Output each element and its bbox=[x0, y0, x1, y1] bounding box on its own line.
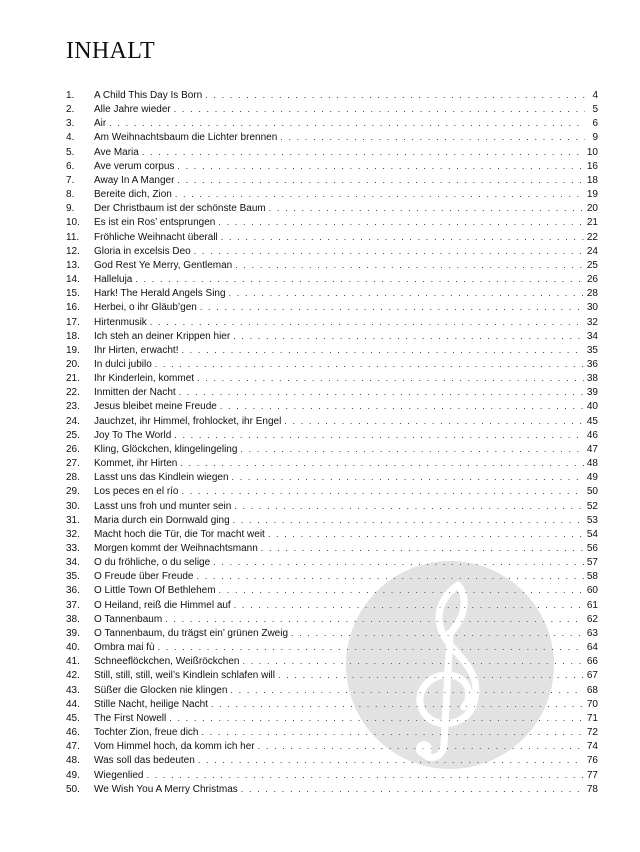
toc-entry-number: 17. bbox=[66, 316, 80, 328]
toc-entry bbox=[66, 399, 598, 413]
toc-entry-title: Es ist ein Ros’ entsprungen bbox=[94, 217, 216, 229]
toc-entry bbox=[66, 541, 598, 555]
toc-entry-page: 77 bbox=[586, 769, 598, 781]
toc-entry bbox=[66, 130, 598, 144]
toc-entry bbox=[66, 329, 598, 343]
toc-entry-title: Ich steh an deiner Krippen hier bbox=[94, 330, 231, 342]
toc-entry-number: 20. bbox=[66, 358, 80, 370]
toc-entry-number: 10. bbox=[66, 217, 80, 229]
toc-entry-page: 10 bbox=[586, 146, 598, 158]
toc-entry-page: 4 bbox=[592, 90, 598, 101]
toc-entry-title: Am Weihnachtsbaum die Lichter brennen bbox=[94, 132, 278, 144]
toc-entry-title: Kommet, ihr Hirten bbox=[94, 458, 178, 470]
dot-leader bbox=[258, 739, 584, 753]
toc-entry bbox=[66, 145, 598, 159]
toc-entry-title: The First Nowell bbox=[94, 712, 167, 724]
dot-leader bbox=[220, 399, 584, 413]
toc-entry-title: Ave Maria bbox=[94, 146, 139, 158]
toc-entry bbox=[66, 385, 598, 399]
toc-entry bbox=[66, 470, 598, 484]
toc-entry-title: Süßer die Glocken nie klingen bbox=[94, 684, 228, 696]
toc-entry-page: 45 bbox=[586, 415, 598, 427]
toc-entry-number: 41. bbox=[66, 656, 80, 668]
toc-entry bbox=[66, 626, 598, 640]
toc-entry bbox=[66, 782, 598, 796]
toc-entry bbox=[66, 244, 598, 258]
dot-leader bbox=[155, 357, 584, 371]
table-of-contents bbox=[66, 88, 598, 796]
toc-entry-title: Jauchzet, ihr Himmel, frohlocket, ihr Engel bbox=[94, 415, 282, 427]
toc-entry-number: 18. bbox=[66, 330, 80, 342]
dot-leader bbox=[165, 612, 584, 626]
toc-entry-page: 58 bbox=[586, 571, 598, 583]
toc-entry-page: 22 bbox=[586, 231, 598, 243]
dot-leader bbox=[197, 569, 584, 583]
toc-entry-page: 26 bbox=[586, 274, 598, 286]
toc-entry-number: 4. bbox=[66, 132, 75, 144]
toc-entry-title: Hark! The Herald Angels Sing bbox=[94, 288, 226, 300]
toc-entry-number: 1. bbox=[66, 90, 75, 101]
toc-entry-page: 38 bbox=[586, 373, 598, 385]
dot-leader bbox=[202, 725, 584, 739]
page-title: INHALT bbox=[66, 38, 155, 64]
toc-entry bbox=[66, 300, 598, 314]
dot-leader bbox=[174, 428, 584, 442]
toc-entry-number: 38. bbox=[66, 613, 80, 625]
toc-entry-page: 18 bbox=[586, 174, 598, 186]
toc-entry-title: Fröhliche Weihnacht überall bbox=[94, 231, 218, 243]
toc-entry bbox=[66, 414, 598, 428]
toc-entry-number: 33. bbox=[66, 543, 80, 554]
toc-entry bbox=[66, 499, 598, 513]
toc-entry-title: Morgen kommt der Weihnachtsmann bbox=[94, 543, 258, 554]
toc-entry-page: 66 bbox=[586, 656, 598, 668]
toc-entry-number: 40. bbox=[66, 642, 80, 654]
toc-entry-page: 21 bbox=[586, 217, 598, 229]
toc-entry-number: 47. bbox=[66, 741, 80, 753]
toc-entry-title: Los peces en el río bbox=[94, 486, 179, 498]
toc-entry-page: 68 bbox=[586, 684, 598, 696]
toc-entry-title: O Tannenbaum, du trägst ein’ grünen Zweig bbox=[94, 627, 289, 639]
toc-entry-number: 5. bbox=[66, 146, 75, 158]
dot-leader bbox=[278, 668, 584, 682]
toc-entry-page: 20 bbox=[586, 203, 598, 215]
toc-entry-number: 16. bbox=[66, 302, 80, 314]
toc-entry-number: 28. bbox=[66, 472, 80, 484]
toc-entry-title: Ihr Kinderlein, kommet bbox=[94, 373, 195, 385]
toc-entry-page: 60 bbox=[586, 585, 598, 597]
dot-leader bbox=[200, 300, 584, 314]
dot-leader bbox=[268, 527, 584, 541]
toc-entry-title: Inmitten der Nacht bbox=[94, 387, 176, 399]
toc-entry-title: Macht hoch die Tür, die Tor macht weit bbox=[94, 528, 265, 540]
toc-entry-title: Gloria in excelsis Deo bbox=[94, 245, 191, 257]
dot-leader bbox=[150, 315, 584, 329]
toc-entry bbox=[66, 371, 598, 385]
toc-entry-page: 57 bbox=[586, 557, 598, 569]
dot-leader bbox=[180, 456, 584, 470]
dot-leader bbox=[181, 343, 583, 357]
toc-entry bbox=[66, 697, 598, 711]
dot-leader bbox=[230, 683, 583, 697]
dot-leader bbox=[261, 541, 584, 555]
toc-entry-page: 64 bbox=[586, 642, 598, 654]
toc-entry-page: 48 bbox=[586, 458, 598, 470]
dot-leader bbox=[182, 484, 584, 498]
dot-leader bbox=[197, 371, 584, 385]
toc-entry bbox=[66, 286, 598, 300]
toc-entry-title: Lasst uns das Kindlein wiegen bbox=[94, 472, 229, 484]
toc-entry bbox=[66, 442, 598, 456]
toc-entry bbox=[66, 428, 598, 442]
toc-entry-page: 19 bbox=[586, 189, 598, 201]
toc-entry-page: 28 bbox=[586, 288, 598, 300]
toc-entry-number: 39. bbox=[66, 627, 80, 639]
toc-entry-title: Lasst uns froh und munter sein bbox=[94, 500, 232, 512]
toc-entry bbox=[66, 583, 598, 597]
toc-entry-number: 27. bbox=[66, 458, 80, 470]
toc-entry bbox=[66, 102, 598, 116]
toc-entry-page: 6 bbox=[592, 118, 598, 130]
toc-entry bbox=[66, 612, 598, 626]
toc-entry-page: 52 bbox=[586, 500, 598, 512]
toc-entry bbox=[66, 484, 598, 498]
toc-entry bbox=[66, 598, 598, 612]
toc-entry-page: 50 bbox=[586, 486, 598, 498]
toc-entry-title: Wiegenlied bbox=[94, 769, 144, 781]
toc-entry-page: 54 bbox=[586, 528, 598, 540]
toc-entry-title: Still, still, still, weil’s Kindlein schlafen will bbox=[94, 670, 275, 682]
toc-entry-number: 31. bbox=[66, 514, 80, 526]
toc-entry-number: 19. bbox=[66, 344, 80, 356]
toc-entry-number: 32. bbox=[66, 528, 80, 540]
toc-entry bbox=[66, 654, 598, 668]
toc-entry-title: Stille Nacht, heilige Nacht bbox=[94, 698, 208, 710]
dot-leader bbox=[218, 215, 584, 229]
toc-entry-number: 43. bbox=[66, 684, 80, 696]
dot-leader bbox=[135, 272, 584, 286]
dot-leader bbox=[232, 470, 584, 484]
toc-entry-number: 35. bbox=[66, 571, 80, 583]
toc-entry-number: 34. bbox=[66, 557, 80, 569]
toc-entry bbox=[66, 711, 598, 725]
toc-entry-page: 39 bbox=[586, 387, 598, 399]
dot-leader bbox=[198, 753, 584, 767]
toc-entry-title: O du fröhliche, o du selige bbox=[94, 557, 211, 569]
toc-entry-number: 2. bbox=[66, 104, 75, 116]
toc-entry bbox=[66, 173, 598, 187]
dot-leader bbox=[109, 116, 585, 130]
toc-entry-page: 53 bbox=[586, 514, 598, 526]
toc-entry bbox=[66, 753, 598, 767]
toc-entry-number: 48. bbox=[66, 755, 80, 767]
toc-entry-number: 14. bbox=[66, 274, 80, 286]
toc-entry bbox=[66, 258, 598, 272]
toc-entry-number: 42. bbox=[66, 670, 80, 682]
toc-entry-title: Was soll das bedeuten bbox=[94, 755, 195, 767]
toc-entry-number: 26. bbox=[66, 443, 80, 455]
toc-entry-title: Kling, Glöckchen, klingelingeling bbox=[94, 443, 238, 455]
toc-entry-page: 30 bbox=[586, 302, 598, 314]
toc-entry bbox=[66, 683, 598, 697]
dot-leader bbox=[242, 654, 583, 668]
dot-leader bbox=[233, 329, 584, 343]
toc-entry-title: A Child This Day Is Born bbox=[94, 90, 203, 101]
toc-entry-page: 46 bbox=[586, 429, 598, 441]
toc-entry-page: 56 bbox=[586, 543, 598, 554]
toc-entry bbox=[66, 569, 598, 583]
dot-leader bbox=[174, 102, 585, 116]
toc-entry-page: 40 bbox=[586, 401, 598, 413]
toc-entry-page: 67 bbox=[586, 670, 598, 682]
toc-entry-title: Schneeflöckchen, Weißröckchen bbox=[94, 656, 240, 668]
dot-leader bbox=[175, 187, 584, 201]
toc-entry-page: 74 bbox=[586, 741, 598, 753]
toc-entry-number: 46. bbox=[66, 727, 80, 739]
toc-entry-title: O Freude über Freude bbox=[94, 571, 194, 583]
dot-leader bbox=[169, 711, 584, 725]
dot-leader bbox=[221, 230, 584, 244]
toc-entry-title: Ihr Hirten, erwacht! bbox=[94, 344, 179, 356]
toc-entry-title: Ave verum corpus bbox=[94, 160, 175, 172]
toc-entry bbox=[66, 527, 598, 541]
toc-entry bbox=[66, 159, 598, 173]
toc-entry bbox=[66, 739, 598, 753]
toc-entry-page: 47 bbox=[586, 443, 598, 455]
toc-entry-number: 36. bbox=[66, 585, 80, 597]
toc-entry-title: Joy To The World bbox=[94, 429, 172, 441]
toc-entry-page: 70 bbox=[586, 698, 598, 710]
toc-entry-number: 11. bbox=[66, 231, 80, 243]
dot-leader bbox=[240, 442, 583, 456]
dot-leader bbox=[284, 414, 584, 428]
toc-entry bbox=[66, 513, 598, 527]
toc-entry-number: 3. bbox=[66, 118, 75, 130]
toc-entry-number: 25. bbox=[66, 429, 80, 441]
toc-entry-title: Herbei, o ihr Gläub’gen bbox=[94, 302, 197, 314]
dot-leader bbox=[229, 286, 584, 300]
toc-entry-title: Hirtenmusik bbox=[94, 316, 147, 328]
dot-leader bbox=[234, 598, 584, 612]
toc-entry-number: 37. bbox=[66, 599, 80, 611]
toc-entry-title: Der Christbaum ist der schönste Baum bbox=[94, 203, 266, 215]
toc-entry-number: 9. bbox=[66, 203, 75, 215]
toc-entry-page: 76 bbox=[586, 755, 598, 767]
dot-leader bbox=[211, 697, 584, 711]
toc-entry-title: Bereite dich, Zion bbox=[94, 189, 172, 201]
toc-entry-title: In dulci jubilo bbox=[94, 358, 152, 370]
toc-entry-title: O Heiland, reiß die Himmel auf bbox=[94, 599, 231, 611]
dot-leader bbox=[233, 513, 584, 527]
toc-entry-number: 50. bbox=[66, 783, 80, 795]
toc-entry bbox=[66, 668, 598, 682]
dot-leader bbox=[146, 768, 583, 782]
toc-entry bbox=[66, 640, 598, 654]
toc-entry bbox=[66, 343, 598, 357]
toc-entry-title: We Wish You A Merry Christmas bbox=[94, 783, 238, 795]
toc-entry-title: Maria durch ein Dornwald ging bbox=[94, 514, 230, 526]
dot-leader bbox=[213, 555, 584, 569]
toc-entry-page: 34 bbox=[586, 330, 598, 342]
toc-entry bbox=[66, 272, 598, 286]
toc-entry bbox=[66, 116, 598, 130]
toc-entry-number: 22. bbox=[66, 387, 80, 399]
toc-entry-page: 36 bbox=[586, 358, 598, 370]
dot-leader bbox=[177, 159, 583, 173]
toc-entry-number: 21. bbox=[66, 373, 80, 385]
dot-leader bbox=[177, 173, 583, 187]
toc-entry-page: 49 bbox=[586, 472, 598, 484]
toc-entry-page: 63 bbox=[586, 627, 598, 639]
toc-entry-page: 62 bbox=[586, 613, 598, 625]
toc-entry-title: O Tannenbaum bbox=[94, 613, 163, 625]
toc-entry-page: 9 bbox=[592, 132, 598, 144]
toc-entry bbox=[66, 725, 598, 739]
toc-entry-page: 78 bbox=[586, 783, 598, 795]
toc-entry-number: 8. bbox=[66, 189, 75, 201]
toc-entry-page: 24 bbox=[586, 245, 598, 257]
toc-entry-number: 7. bbox=[66, 174, 75, 186]
toc-entry-number: 44. bbox=[66, 698, 80, 710]
toc-entry bbox=[66, 456, 598, 470]
toc-entry-number: 49. bbox=[66, 769, 80, 781]
toc-entry-page: 16 bbox=[586, 160, 598, 172]
dot-leader bbox=[158, 640, 584, 654]
toc-entry-number: 45. bbox=[66, 712, 80, 724]
toc-entry bbox=[66, 187, 598, 201]
dot-leader bbox=[205, 88, 585, 102]
dot-leader bbox=[142, 145, 584, 159]
toc-entry-page: 61 bbox=[586, 599, 598, 611]
toc-entry-page: 5 bbox=[592, 104, 598, 116]
dot-leader bbox=[241, 782, 584, 796]
toc-entry-number: 6. bbox=[66, 160, 75, 172]
toc-entry-title: Jesus bleibet meine Freude bbox=[94, 401, 217, 413]
toc-entry bbox=[66, 315, 598, 329]
toc-entry bbox=[66, 230, 598, 244]
dot-leader bbox=[280, 130, 585, 144]
toc-entry-page: 71 bbox=[586, 712, 598, 724]
toc-entry-page: 72 bbox=[586, 727, 598, 739]
toc-entry-title: Away In A Manger bbox=[94, 174, 175, 186]
toc-entry-title: Tochter Zion, freue dich bbox=[94, 727, 199, 739]
toc-entry-number: 13. bbox=[66, 259, 80, 271]
toc-entry bbox=[66, 357, 598, 371]
toc-entry-page: 35 bbox=[586, 344, 598, 356]
toc-entry-number: 24. bbox=[66, 415, 80, 427]
toc-entry-title: O Little Town Of Bethlehem bbox=[94, 585, 216, 597]
dot-leader bbox=[291, 626, 584, 640]
dot-leader bbox=[179, 385, 584, 399]
toc-entry bbox=[66, 88, 598, 102]
dot-leader bbox=[269, 201, 584, 215]
toc-entry bbox=[66, 201, 598, 215]
toc-entry-title: Vom Himmel hoch, da komm ich her bbox=[94, 741, 255, 753]
toc-entry-title: God Rest Ye Merry, Gentleman bbox=[94, 259, 233, 271]
toc-entry-title: Alle Jahre wieder bbox=[94, 104, 171, 116]
toc-entry-title: Ombra mai fù bbox=[94, 642, 155, 654]
toc-entry-page: 32 bbox=[586, 316, 598, 328]
dot-leader bbox=[194, 244, 584, 258]
toc-entry-number: 30. bbox=[66, 500, 80, 512]
toc-entry bbox=[66, 768, 598, 782]
toc-entry-number: 12. bbox=[66, 245, 80, 257]
toc-entry bbox=[66, 555, 598, 569]
dot-leader bbox=[234, 499, 584, 513]
dot-leader bbox=[235, 258, 584, 272]
toc-entry-number: 15. bbox=[66, 288, 80, 300]
dot-leader bbox=[219, 583, 584, 597]
toc-entry-title: Halleluja bbox=[94, 274, 133, 286]
toc-entry-number: 23. bbox=[66, 401, 80, 413]
toc-entry-title: Air bbox=[94, 118, 107, 130]
toc-entry-page: 25 bbox=[586, 259, 598, 271]
toc-entry-number: 29. bbox=[66, 486, 80, 498]
toc-entry bbox=[66, 215, 598, 229]
